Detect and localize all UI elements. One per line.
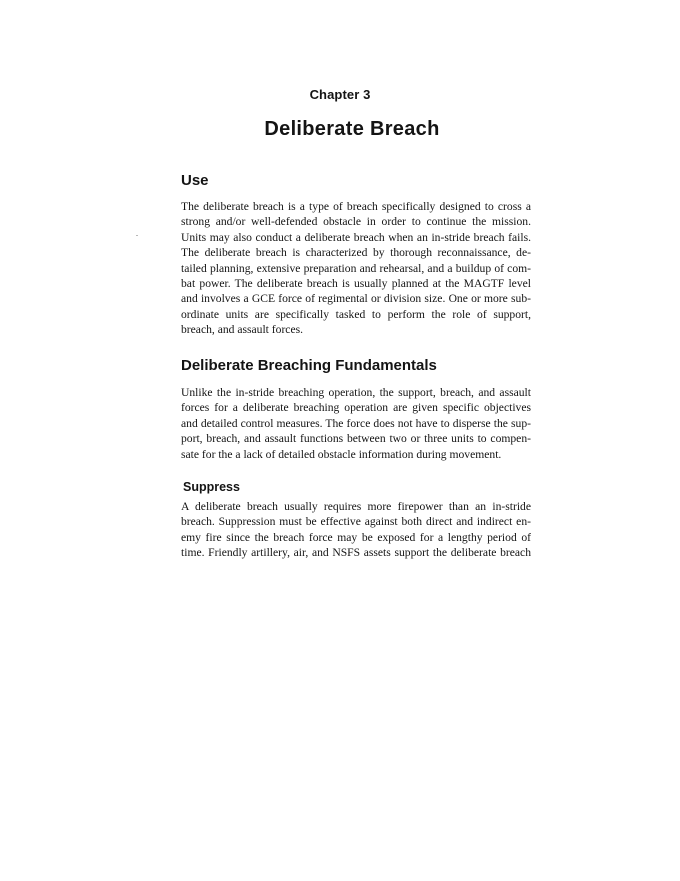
paragraph-line: breach, and assault forces.: [181, 323, 304, 337]
paragraph-line: The deliberate breach is characterized by thorough reconnaissance, de-: [181, 246, 531, 260]
paragraph-line: port, breach, and assault functions between two or three units to compen-: [181, 432, 531, 446]
scan-margin-mark: [136, 235, 138, 236]
paragraph-line: strong and/or well-defended obstacle in order to continue the mission.: [181, 215, 531, 229]
paragraph-line: A deliberate breach usually requires more firepower than an in-stride: [181, 500, 531, 513]
paragraph-line: tailed planning, extensive preparation and rehearsal, and a buildup of com-: [181, 261, 531, 275]
section-heading-use: Use: [181, 172, 209, 189]
chapter-title: Deliberate Breach: [264, 118, 440, 140]
paragraph-line: ordinate units are specifically tasked to perform the role of support,: [181, 307, 531, 321]
paragraph-line: sate for the a lack of detailed obstacle information during movement.: [181, 447, 502, 461]
paragraph-line: and involves a GCE force of regimental or division size. One or more sub-: [181, 292, 531, 306]
paragraph-line: Units may also conduct a deliberate breach when an in-stride breach fails.: [181, 230, 531, 244]
chapter-label: Chapter 3: [309, 87, 371, 102]
paragraph-line: Unlike the in-stride breaching operation, the support, breach, and assault: [181, 386, 531, 399]
subsection-heading-suppress: Suppress: [183, 480, 240, 494]
paragraph-use: [181, 199, 531, 338]
paragraph-suppress: [181, 499, 531, 561]
paragraph-line: The deliberate breach is a type of breach specifically designed to cross a: [181, 200, 531, 213]
paragraph-line: and detailed control measures. The force does not have to disperse the sup-: [181, 416, 531, 430]
paragraph-line: emy fire since the breach force may be exposed for a lengthy period of: [181, 530, 531, 544]
paragraph-line: bat power. The deliberate breach is usually planned at the MAGTF level: [181, 277, 531, 291]
paragraph-fundamentals: [181, 385, 531, 462]
paragraph-line: forces for a deliberate breaching operation are given specific objectives: [181, 401, 531, 415]
paragraph-line: time. Friendly artillery, air, and NSFS assets support the deliberate breach: [181, 546, 531, 560]
paragraph-line: breach. Suppression must be effective against both direct and indirect en-: [181, 515, 531, 529]
section-heading-fundamentals: Deliberate Breaching Fundamentals: [181, 357, 437, 374]
